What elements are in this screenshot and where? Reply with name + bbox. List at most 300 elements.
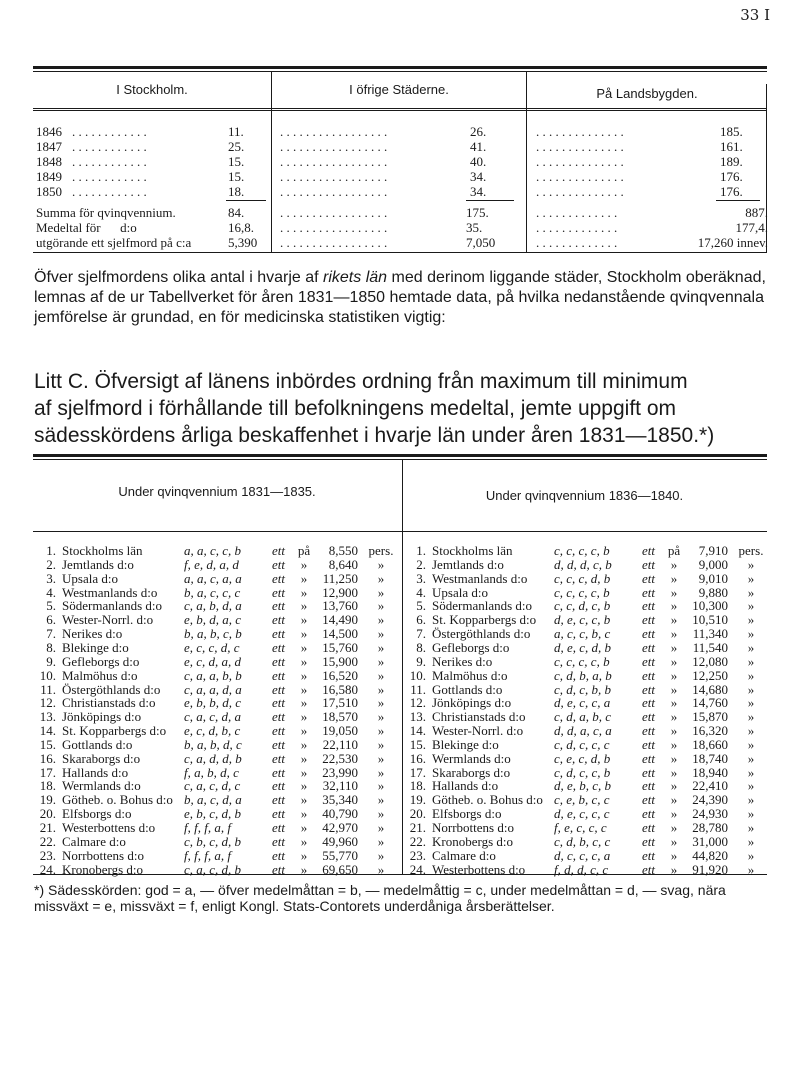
rank: 6. — [46, 612, 56, 628]
rank: 24. — [39, 861, 56, 877]
county: Gefleborgs d:o — [432, 639, 510, 655]
pa: » — [300, 626, 308, 642]
harvest-codes: e, c, d, b, c — [184, 723, 241, 739]
population: 12,900 — [322, 584, 358, 600]
pa: » — [670, 653, 678, 669]
summary-stader: 175. — [466, 205, 489, 220]
dot-leader: . . . . . . . . . . . . . . . . . — [280, 139, 388, 154]
county: Calmare d:o — [432, 847, 496, 863]
harvest-codes: e, b, c, d, b — [184, 806, 242, 822]
pers: » — [377, 778, 385, 794]
ett: ett — [272, 695, 285, 711]
harvest-codes: d, e, c, d, b — [554, 639, 612, 655]
ett: ett — [642, 820, 655, 835]
pa: » — [670, 833, 678, 849]
county: Westerbottens d:o — [432, 861, 526, 877]
table-row — [34, 792, 402, 807]
rank: 5. — [46, 598, 56, 614]
summary-stader: 35. — [466, 220, 483, 235]
population: 9,000 — [698, 556, 728, 572]
pers: » — [747, 598, 755, 614]
table-row — [404, 626, 772, 641]
population: 24,390 — [692, 792, 728, 808]
header-rule — [33, 108, 767, 109]
landsbygd-value: 189. — [720, 154, 743, 169]
ett: ett — [642, 778, 655, 794]
population: 55,770 — [322, 847, 358, 863]
county: St. Kopparbergs d:o — [62, 723, 167, 739]
harvest-codes: f, a, b, d, c — [184, 764, 239, 780]
ett: ett — [642, 750, 655, 766]
harvest-codes: d, c, c, c, a — [554, 847, 611, 863]
table-row — [34, 612, 402, 627]
harvest-codes: b, a, b, c, b — [184, 626, 242, 642]
county: Jönköpings d:o — [432, 695, 512, 711]
rank: 4. — [46, 584, 56, 600]
pa: » — [670, 820, 678, 835]
harvest-codes: d, e, b, c, b — [554, 778, 612, 794]
pers: pers. — [368, 543, 394, 558]
harvest-codes: d, d, d, c, b — [554, 556, 612, 572]
rank: 19. — [39, 792, 56, 808]
landsbygd-value: 161. — [720, 139, 743, 154]
pers: » — [377, 736, 385, 752]
harvest-codes: c, c, d, c, b — [554, 598, 611, 614]
rank: 5. — [416, 598, 426, 614]
harvest-codes: c, e, c, d, b — [554, 750, 611, 766]
summary-stockholm: 16,8. — [228, 220, 254, 235]
harvest-codes: e, c, c, d, c — [184, 639, 240, 655]
county: Elfsborgs d:o — [432, 806, 502, 822]
table-row — [34, 654, 402, 669]
harvest-codes: c, d, c, c, b — [554, 764, 611, 780]
population: 40,790 — [322, 806, 358, 822]
rank: 22. — [39, 833, 56, 849]
harvest-codes: d, e, c, c, c — [554, 806, 610, 822]
harvest-codes: c, c, c, c, b — [554, 543, 610, 558]
county: Nerikes d:o — [62, 626, 123, 642]
ett: ett — [642, 709, 655, 725]
population: 10,300 — [692, 598, 728, 614]
pa: » — [300, 653, 308, 669]
year-label: 1847 — [36, 139, 62, 154]
table-row — [404, 612, 772, 627]
harvest-codes: b, a, c, d, a — [184, 792, 242, 808]
table-row — [404, 695, 772, 710]
county: St. Kopparbergs d:o — [432, 612, 537, 628]
table-row — [404, 723, 772, 738]
rank: 21. — [39, 820, 56, 835]
pers: » — [747, 847, 755, 863]
harvest-codes: c, a, a, d, a — [184, 681, 242, 697]
pa: » — [670, 667, 678, 683]
ett: ett — [642, 792, 655, 808]
pa: » — [300, 570, 308, 586]
section-heading — [34, 368, 774, 449]
harvest-codes: d, d, a, c, a — [554, 723, 612, 739]
table-row — [34, 806, 402, 821]
population: 9,010 — [698, 570, 728, 586]
ett: ett — [642, 639, 655, 655]
county: Westmanlands d:o — [62, 584, 158, 600]
table-row — [404, 640, 772, 655]
pa: » — [300, 639, 308, 655]
pa: » — [670, 709, 678, 725]
table-row — [34, 862, 402, 877]
county: Norrbottens d:o — [432, 820, 514, 835]
pers: » — [747, 806, 755, 822]
ett: ett — [272, 833, 285, 849]
rank: 11. — [410, 681, 426, 697]
population: 23,990 — [322, 764, 358, 780]
ett: ett — [272, 778, 285, 794]
pers: » — [377, 806, 385, 822]
county: Stockholms län — [62, 543, 143, 558]
rank: 8. — [416, 639, 426, 655]
dot-leader: . . . . . . . . . . . . . . . . . — [280, 169, 388, 184]
rank: 12. — [409, 695, 426, 711]
table-row — [404, 806, 772, 821]
harvest-codes: f, f, f, a, f — [184, 847, 231, 863]
pers: » — [747, 723, 755, 739]
county: Blekinge d:o — [62, 639, 129, 655]
ett: ett — [272, 750, 285, 766]
pa: » — [670, 792, 678, 808]
pers: » — [377, 556, 385, 572]
pers: » — [377, 792, 385, 808]
rank: 14. — [409, 723, 426, 739]
pa: » — [300, 861, 308, 877]
pa: » — [670, 570, 678, 586]
pa: » — [670, 806, 678, 822]
pa: » — [670, 847, 678, 863]
county: Östergöthlands d:o — [62, 681, 161, 697]
pa: » — [670, 764, 678, 780]
top-rule-thin — [33, 71, 767, 72]
pers: » — [747, 709, 755, 725]
harvest-codes: c, a, d, d, b — [184, 750, 242, 766]
dot-leader: . . . . . . . . . . . . . — [536, 205, 618, 220]
ett: ett — [642, 723, 655, 739]
rank: 13. — [409, 709, 426, 725]
table-row — [34, 598, 402, 613]
pers: » — [377, 723, 385, 739]
ett: ett — [642, 543, 655, 558]
county: Gefleborgs d:o — [62, 653, 140, 669]
table-row — [34, 571, 402, 586]
dot-leader: . . . . . . . . . . . . . . . . . — [280, 235, 388, 250]
county: Kronobergs d:o — [62, 861, 144, 877]
table-row — [34, 709, 402, 724]
county: Calmare d:o — [62, 833, 126, 849]
pers: » — [747, 695, 755, 711]
pers: » — [747, 570, 755, 586]
header-stader: I öfrige Städerne. — [349, 82, 449, 97]
harvest-codes: a, a, c, a, a — [184, 570, 242, 586]
header-stockholm: I Stockholm. — [116, 82, 188, 97]
harvest-codes: c, e, b, c, c — [554, 792, 610, 808]
population: 35,340 — [322, 792, 358, 808]
rank: 20. — [409, 806, 426, 822]
ett: ett — [272, 598, 285, 614]
table-row — [34, 723, 402, 738]
county: Westmanlands d:o — [432, 570, 528, 586]
table-row — [404, 598, 772, 613]
rank: 7. — [46, 626, 56, 642]
intro-italic: rikets län — [323, 269, 388, 286]
population: 24,930 — [692, 806, 728, 822]
pa: » — [670, 639, 678, 655]
harvest-codes: a, a, c, c, b — [184, 543, 242, 558]
pa: » — [670, 736, 678, 752]
dot-leader: . . . . . . . . . . . . — [72, 124, 147, 139]
ett: ett — [642, 806, 655, 822]
ett: ett — [272, 612, 285, 628]
harvest-codes: c, d, c, c, c — [554, 736, 610, 752]
rank: 17. — [39, 764, 56, 780]
harvest-codes: c, a, c, d, b — [184, 861, 242, 877]
county: Stockholms län — [432, 543, 513, 558]
population: 8,550 — [328, 543, 358, 558]
table-row — [34, 751, 402, 766]
harvest-codes: e, b, d, a, c — [184, 612, 242, 628]
table-row — [34, 557, 402, 572]
rank: 9. — [416, 653, 426, 669]
pa: » — [300, 723, 308, 739]
population: 15,760 — [322, 639, 358, 655]
table-row — [34, 778, 402, 793]
population: 7,910 — [698, 543, 728, 558]
year-label: 1848 — [36, 154, 62, 169]
population: 18,940 — [692, 764, 728, 780]
county: Jemtlands d:o — [62, 556, 134, 572]
table-row — [34, 820, 402, 835]
pers: » — [747, 667, 755, 683]
ett: ett — [642, 764, 655, 780]
table-divider — [402, 460, 403, 875]
heading-line-3: sädesskördens årliga beskaffenhet i hvarje län under åren 1831—1850.*) — [34, 424, 715, 447]
rank: 1. — [416, 543, 426, 558]
ett: ett — [272, 847, 285, 863]
dot-leader: . . . . . . . . . . . . . . — [536, 154, 624, 169]
stockholm-value: 15. — [228, 169, 245, 184]
dot-leader: . . . . . . . . . . . . . . — [536, 139, 624, 154]
pers: » — [747, 612, 755, 628]
ett: ett — [272, 861, 285, 877]
population: 17,510 — [322, 695, 358, 711]
summary-label: Medeltal för d:o — [36, 220, 137, 235]
summary-label: utgörande ett sjelfmord på c:a — [36, 235, 192, 250]
table-row — [34, 640, 402, 655]
pers: » — [377, 695, 385, 711]
table-row — [404, 792, 772, 807]
table-row — [34, 695, 402, 710]
pers: » — [747, 681, 755, 697]
pers: » — [377, 833, 385, 849]
harvest-codes: c, c, c, c, b — [554, 584, 610, 600]
table-row — [404, 834, 772, 849]
rank: 23. — [409, 847, 426, 863]
rank: 17. — [409, 764, 426, 780]
ett: ett — [642, 861, 655, 877]
population: 14,490 — [322, 612, 358, 628]
ett: ett — [642, 570, 655, 586]
pers: » — [377, 612, 385, 628]
population: 14,680 — [692, 681, 728, 697]
harvest-codes: f, e, c, c, c — [554, 820, 607, 835]
table-row — [404, 668, 772, 683]
table-row — [404, 737, 772, 752]
pa: » — [300, 612, 308, 628]
county: Wester-Norrl. d:o — [62, 612, 154, 628]
county: Westerbottens d:o — [62, 820, 156, 835]
col-divider-2 — [526, 72, 527, 252]
table-row — [34, 585, 402, 600]
population: 18,660 — [692, 736, 728, 752]
stader-value: 40. — [470, 154, 487, 169]
population: 8,640 — [328, 556, 358, 572]
county: Södermanlands d:o — [62, 598, 163, 614]
harvest-codes: c, d, a, b, c — [554, 709, 612, 725]
ett: ett — [642, 598, 655, 614]
pers: » — [747, 820, 755, 835]
rank: 14. — [39, 723, 56, 739]
table-row — [404, 654, 772, 669]
ett: ett — [642, 695, 655, 711]
population: 28,780 — [692, 820, 728, 835]
dot-leader: . . . . . . . . . . . . — [72, 184, 147, 199]
pers: » — [747, 556, 755, 572]
pa: » — [300, 750, 308, 766]
pers: » — [377, 820, 385, 835]
landsbygd-value: 185. — [720, 124, 743, 139]
page-number: 33 I — [740, 6, 770, 24]
pers: » — [747, 861, 755, 877]
table-top-rule-thin — [33, 459, 767, 460]
population: 42,970 — [322, 820, 358, 835]
table-row — [404, 820, 772, 835]
summary-landsbygd: 17,260 innev. — [697, 235, 768, 250]
pers: » — [747, 750, 755, 766]
table-row — [34, 543, 402, 558]
population: 9,880 — [698, 584, 728, 600]
county: Kronobergs d:o — [432, 833, 514, 849]
pers: » — [747, 626, 755, 642]
summary-label: Summa för qvinqvennium. — [36, 205, 176, 220]
rank: 3. — [46, 570, 56, 586]
intro-paragraph — [34, 268, 769, 328]
pa: » — [300, 584, 308, 600]
heading-line-1: Litt C. Öfversigt af länens inbördes ordning från maximum till minimum — [34, 370, 688, 393]
header-landsbygd: På Landsbygden. — [596, 86, 698, 101]
population: 11,340 — [692, 626, 728, 642]
harvest-codes: c, a, c, d, a — [184, 709, 242, 725]
pa: » — [300, 778, 308, 794]
population: 22,410 — [692, 778, 728, 794]
ett: ett — [272, 584, 285, 600]
rank: 1. — [46, 543, 56, 558]
population: 16,580 — [322, 681, 358, 697]
stockholm-value: 18. — [228, 184, 245, 199]
population: 15,900 — [322, 653, 358, 669]
population: 44,820 — [692, 847, 728, 863]
rank: 11. — [40, 681, 56, 697]
population: 14,760 — [692, 695, 728, 711]
harvest-codes: c, b, c, d, b — [184, 833, 242, 849]
pa: » — [300, 792, 308, 808]
population: 31,000 — [692, 833, 728, 849]
rank: 13. — [39, 709, 56, 725]
population: 15,870 — [692, 709, 728, 725]
pa: » — [300, 556, 308, 572]
table-row — [34, 737, 402, 752]
county: Norrbottens d:o — [62, 847, 144, 863]
harvest-codes: c, d, b, a, b — [554, 667, 612, 683]
table-row — [404, 862, 772, 877]
population: 49,960 — [322, 833, 358, 849]
pers: » — [377, 861, 385, 877]
rank: 19. — [409, 792, 426, 808]
ett: ett — [642, 584, 655, 600]
rank: 21. — [409, 820, 426, 835]
pa: » — [300, 764, 308, 780]
ett: ett — [642, 667, 655, 683]
intro-text-after: med derinom liggande städer, Stockholm oberäknad, lemnas af de ur Tabellverket för åren 1831—1850 hemtade data, på hvilka nedanstående qvinqvennala jemförelse är grundad, en för medicinska statistiken vigtig: — [34, 269, 766, 326]
population: 11,250 — [322, 570, 358, 586]
county: Götheb. o. Bohus d:o — [432, 792, 543, 808]
ett: ett — [272, 820, 285, 835]
harvest-codes: c, d, b, c, c — [554, 833, 611, 849]
pa: » — [300, 820, 308, 835]
county: Upsala d:o — [432, 584, 488, 600]
dot-leader: . . . . . . . . . . . . — [72, 169, 147, 184]
county: Malmöhus d:o — [432, 667, 508, 683]
ett: ett — [272, 723, 285, 739]
stats-bottom-rule — [33, 252, 767, 253]
pa: » — [300, 847, 308, 863]
population: 12,080 — [692, 653, 728, 669]
summary-landsbygd: 887. — [745, 205, 768, 220]
pa: » — [300, 695, 308, 711]
population: 32,110 — [322, 778, 358, 794]
table-row — [34, 834, 402, 849]
county: Nerikes d:o — [432, 653, 493, 669]
rank: 2. — [416, 556, 426, 572]
ett: ett — [642, 653, 655, 669]
dot-leader: . . . . . . . . . . . . — [72, 154, 147, 169]
population: 18,740 — [692, 750, 728, 766]
harvest-codes: a, c, c, b, c — [554, 626, 611, 642]
header-rule-2 — [33, 110, 767, 111]
dot-leader: . . . . . . . . . . . . . . — [536, 169, 624, 184]
harvest-codes: d, e, c, c, a — [554, 695, 611, 711]
year-label: 1846 — [36, 124, 62, 139]
table-row — [404, 778, 772, 793]
county: Södermanlands d:o — [432, 598, 533, 614]
ett: ett — [642, 612, 655, 628]
pers: » — [377, 764, 385, 780]
table-row — [34, 626, 402, 641]
pers: » — [747, 764, 755, 780]
county: Skaraborgs d:o — [432, 764, 511, 780]
county: Malmöhus d:o — [62, 667, 138, 683]
pa: » — [670, 598, 678, 614]
landsbygd-value: 176. — [720, 169, 743, 184]
harvest-codes: c, c, c, d, b — [554, 570, 611, 586]
dot-leader: . . . . . . . . . . . . . . — [536, 184, 624, 199]
county: Skaraborgs d:o — [62, 750, 141, 766]
pa: » — [670, 861, 678, 877]
